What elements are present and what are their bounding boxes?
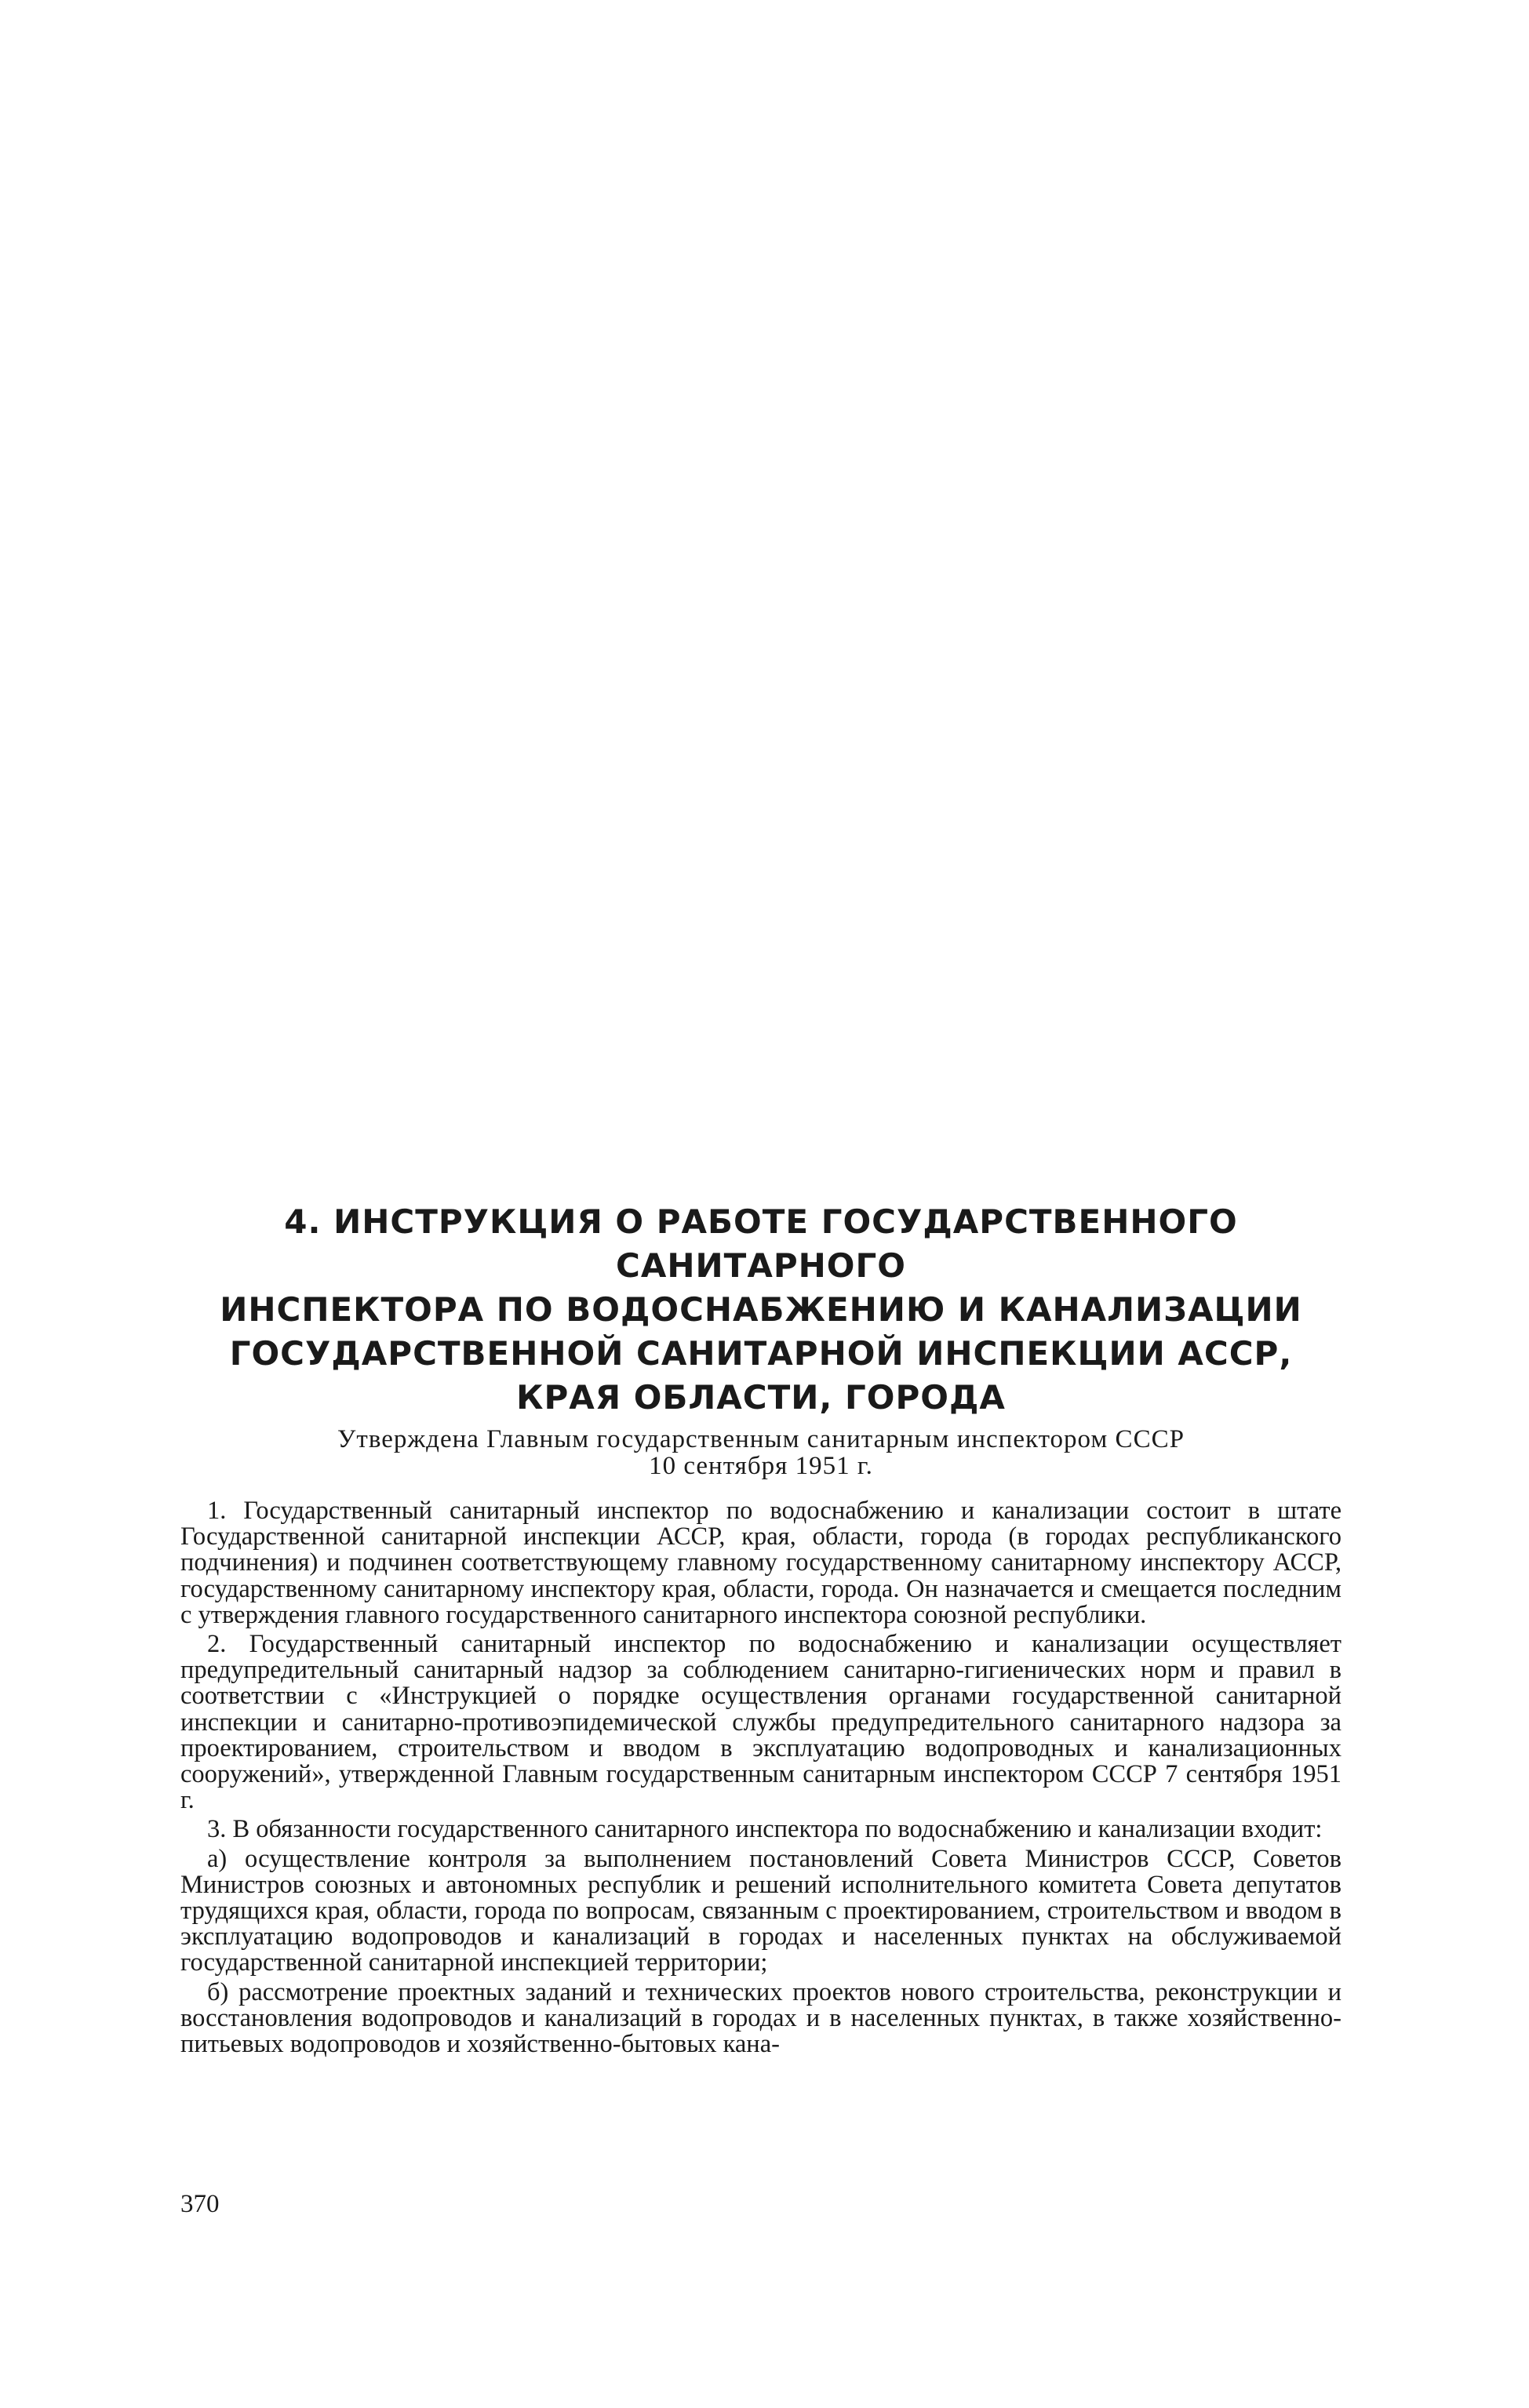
- title-line-3: ГОСУДАРСТВЕННОЙ САНИТАРНОЙ ИНСПЕКЦИИ АССР,: [229, 1334, 1293, 1373]
- paragraph-3a: а) осуществление контроля за выполнением постановлений Совета Министров СССР, Советов Министров союзных и автономных республик и решений исполнительного комитета Совета депутатов трудящихся края, области, города по вопросам, связанным с проектированием, строительством и вводом в эксплуатацию водопроводов и канализаций в городах и населенных пунктах на обслуживаемой государственной санитарной инспекцией территории;: [180, 1844, 1342, 1977]
- approval-line-1: Утверждена Главным государственным санитарным инспектором СССР: [337, 1425, 1185, 1453]
- paragraph-1: 1. Государственный санитарный инспектор по водоснабжению и канализации состоит в штате Государственной санитарной инспекции АССР, края, области, города (в городах республиканского подчинения) и подчинен соответствующему главному государственному санитарному инспектору АССР, государственному санитарному инспектору края, области, города. Он назначается и смещается последним с утверждения главного государственного санитарного инспектора союзной республики.: [180, 1497, 1342, 1629]
- title-line-1: 4. ИНСТРУКЦИЯ О РАБОТЕ ГОСУДАРСТВЕННОГО САНИТАРНОГО: [284, 1202, 1238, 1285]
- document-title: [180, 1200, 1342, 1420]
- paragraph-3b: б) рассмотрение проектных заданий и технических проектов нового строительства, реконструкции и восстановления водопроводов и канализаций в городах и в населенных пунктах, в также хозяйственно-питьевых водопроводов и хозяйственно-бытовых кана-: [180, 1977, 1342, 2059]
- title-line-2: ИНСПЕКТОРА ПО ВОДОСНАБЖЕНИЮ И КАНАЛИЗАЦИИ: [220, 1290, 1302, 1329]
- document-body: [180, 1498, 1342, 2061]
- paragraph-2: 2. Государственный санитарный инспектор по водоснабжению и канализации осуществляет предупредительный санитарный надзор за соблюдением санитарно-гигиенических норм и правил в соответствии с «Инструкцией о порядке осуществления органами государственной санитарной инспекции и санитарно-противоэпидемической службы предупредительного санитарного надзора за проектированием, строительством и вводом в эксплуатацию водопроводных и канализационных сооружений», утвержденной Главным государственным санитарным инспектором СССР 7 сентября 1951 г.: [180, 1630, 1342, 1815]
- page-number: 370: [180, 2190, 220, 2218]
- approval-note: [180, 1426, 1342, 1479]
- approval-line-2: 10 сентября 1951 г.: [649, 1452, 873, 1480]
- paragraph-3: 3. В обязанности государственного санитарного инспектора по водоснабжению и канализации входит:: [207, 1815, 1323, 1844]
- title-line-4: КРАЯ ОБЛАСТИ, ГОРОДА: [516, 1378, 1006, 1417]
